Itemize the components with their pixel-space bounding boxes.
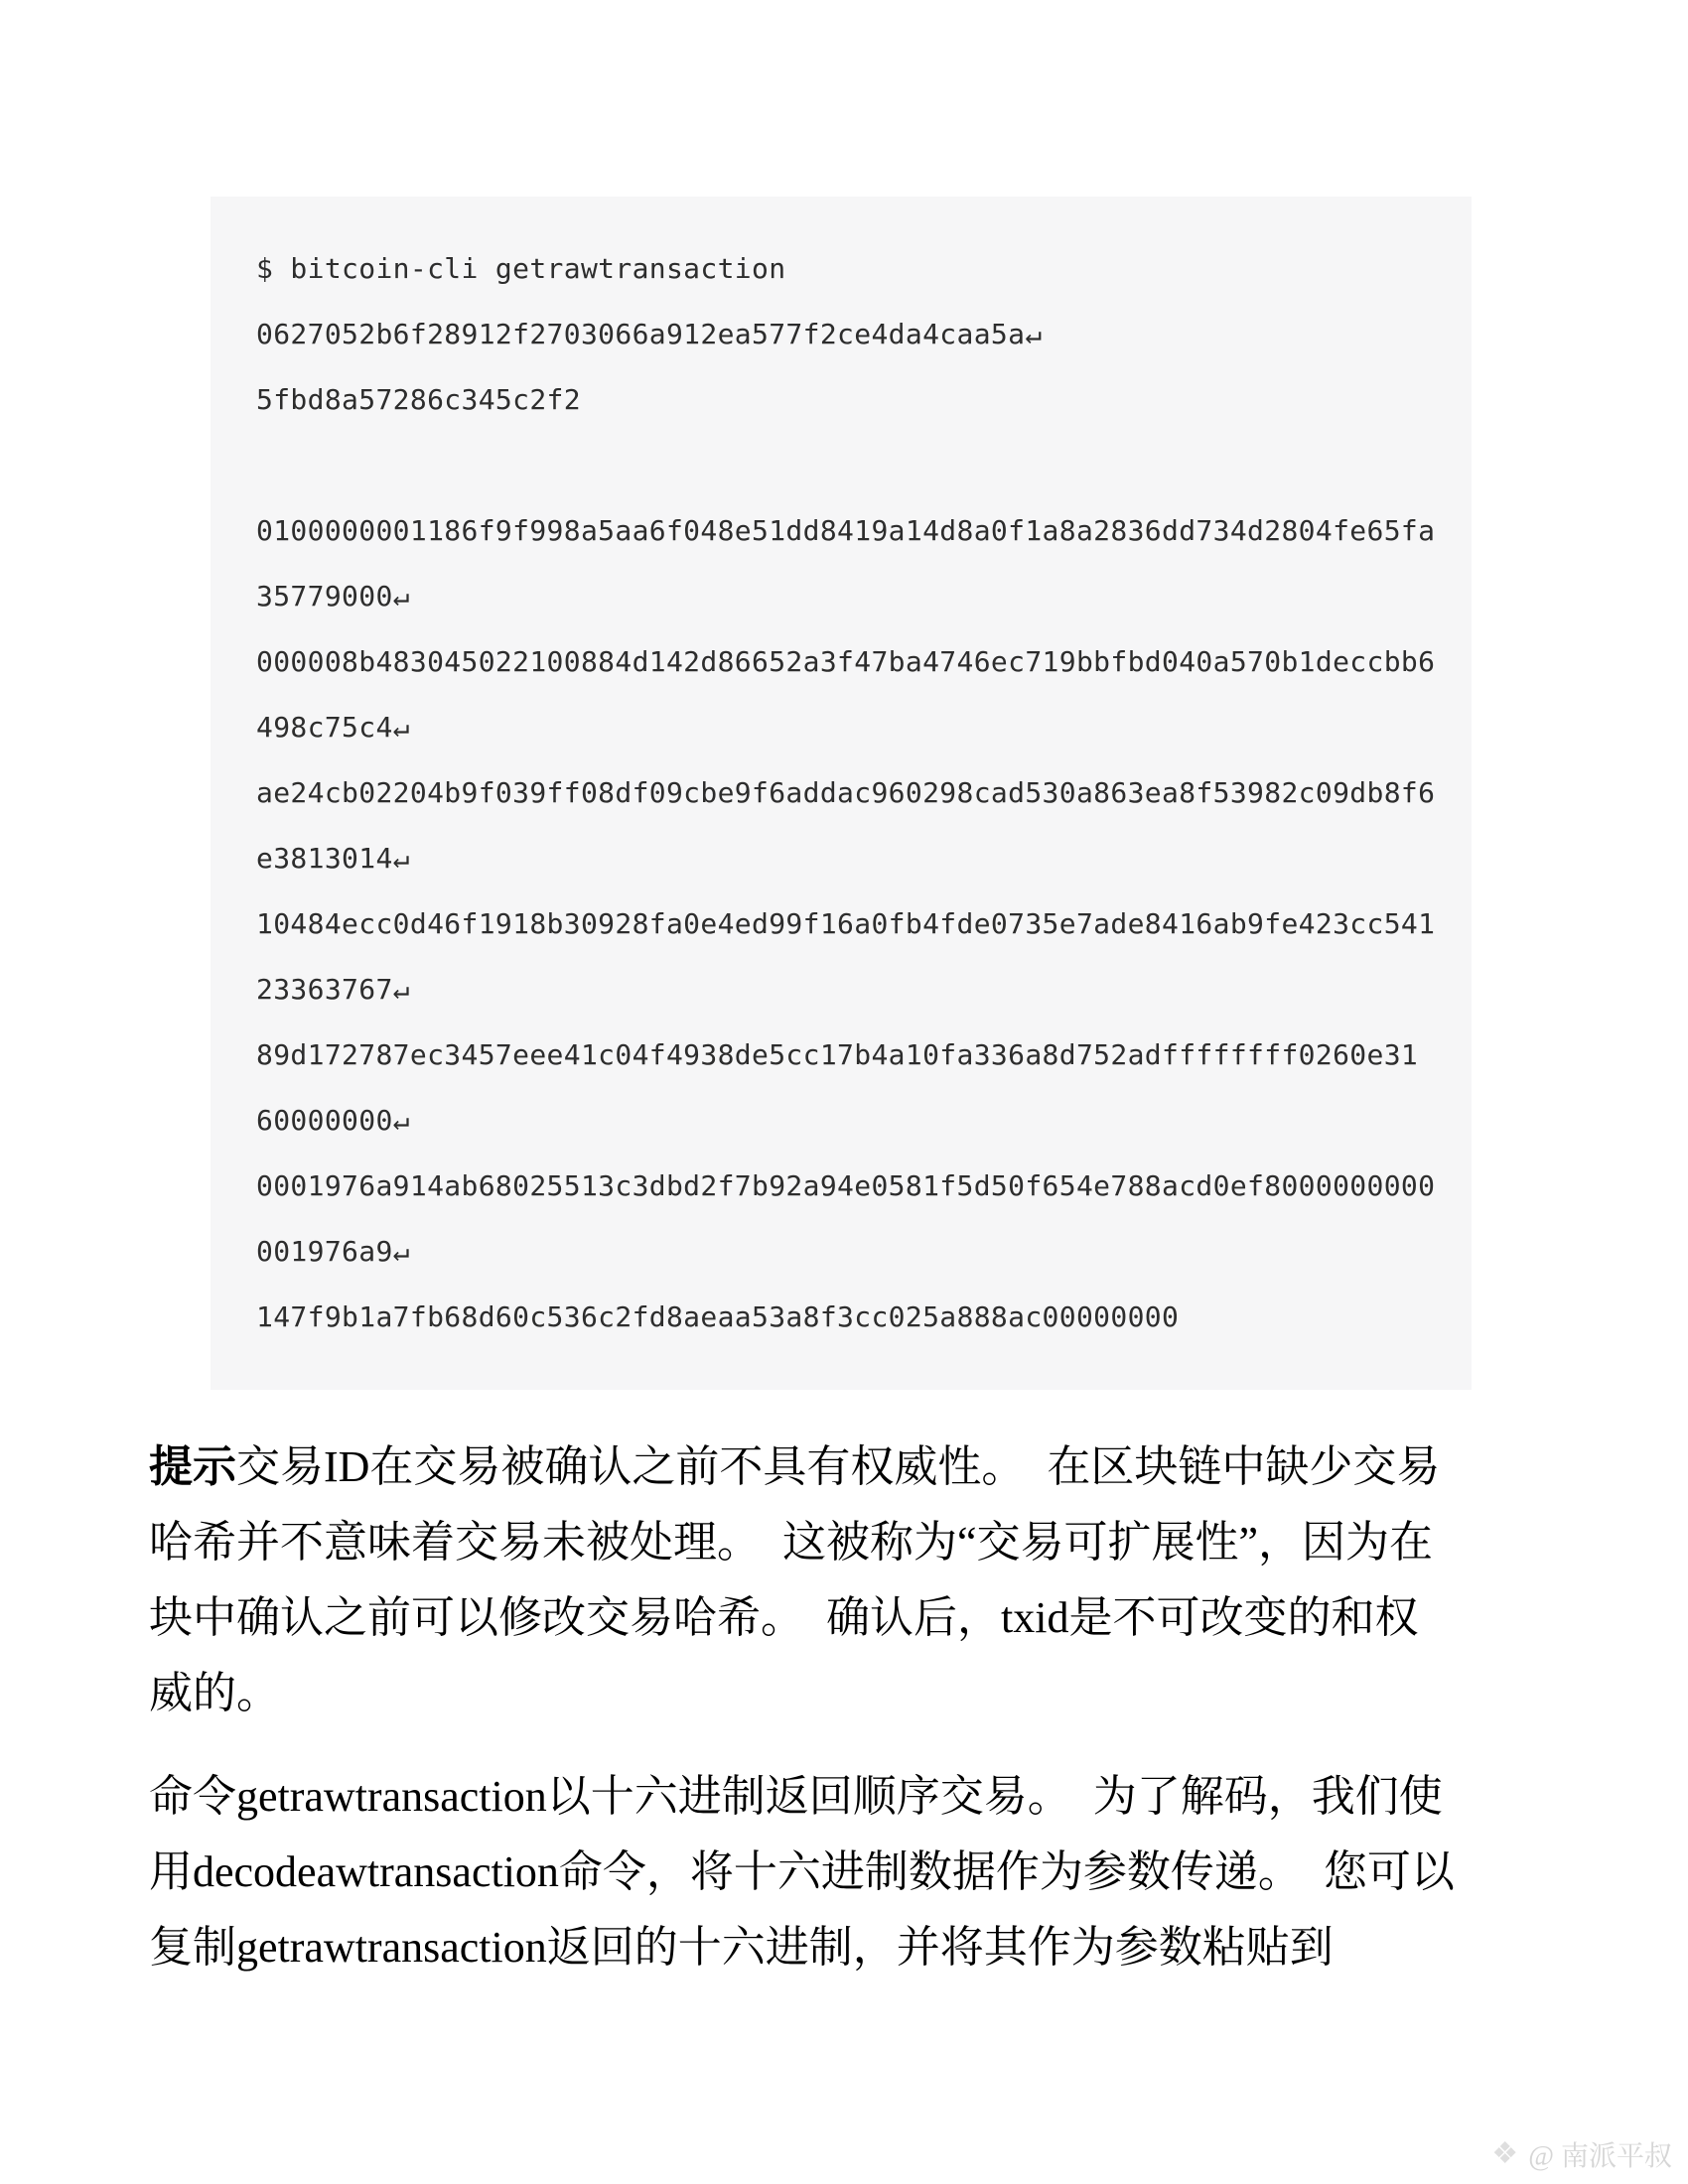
code-line: 10484ecc0d46f1918b30928fa0e4ed99f16a0fb4fde0735e7ade8416ab9fe423cc541 (256, 907, 1436, 940)
code-line: 5fbd8a57286c345c2f2 (256, 383, 581, 416)
code-line: 147f9b1a7fb68d60c536c2fd8aeaa53a8f3cc025a888ac00000000 (256, 1300, 1180, 1333)
body-text-column (149, 1430, 1462, 2013)
terminal-code-block (211, 197, 1472, 1390)
code-line: 35779000↵ (256, 580, 410, 613)
code-line: 0001976a914ab68025513c3dbd2f7b92a94e0581f5d50f654e788acd0ef8000000000 (256, 1169, 1436, 1202)
code-line: ae24cb02204b9f039ff08df09cbe9f6addac960298cad530a863ea8f53982c09db8f6 (256, 776, 1436, 809)
code-line: $ bitcoin-cli getrawtransaction (256, 252, 786, 285)
watermark-text: @ 南派平叔 (1528, 2141, 1672, 2172)
tip-text: 交易ID在交易被确认之前不具有权威性。 在区块链中缺少交易哈希并不意味着交易未被处理。 这被称为“交易可扩展性”，因为在块中确认之前可以修改交易哈希。 确认后，txid是不可改变的和权威的。 (149, 1442, 1441, 1717)
code-line: 0100000001186f9f998a5aa6f048e51dd8419a14d8a0f1a8a2836dd734d2804fe65fa (256, 514, 1436, 547)
code-line: 89d172787ec3457eee41c04f4938de5cc17b4a10fa336a8d752adffffffff0260e31 (256, 1038, 1419, 1071)
code-line: 498c75c4↵ (256, 711, 410, 744)
code-line: 23363767↵ (256, 973, 410, 1006)
code-line: 000008b483045022100884d142d86652a3f47ba4746ec719bbfbd040a570b1deccbb6 (256, 645, 1436, 678)
paragraph-tip (149, 1430, 1462, 1731)
paragraph-command-desc (149, 1759, 1462, 1985)
code-line: 001976a9↵ (256, 1235, 410, 1268)
watermark (1491, 2134, 1672, 2174)
code-line: 60000000↵ (256, 1104, 410, 1137)
code-line: 0627052b6f28912f2703066a912ea577f2ce4da4caa5a↵ (256, 318, 1043, 350)
code-line (256, 433, 1442, 498)
tip-label: 提示 (149, 1442, 236, 1491)
code-line: e3813014↵ (256, 842, 410, 875)
diamond-logo-icon: ❖ (1491, 2137, 1519, 2170)
command-desc-text: 命令getrawtransaction以十六进制返回顺序交易。 为了解码，我们使用decodeawtransaction命令，将十六进制数据作为参数传递。 您可以复制getrawtransaction返回的十六进制，并将其作为参数粘贴到 (149, 1772, 1455, 1972)
